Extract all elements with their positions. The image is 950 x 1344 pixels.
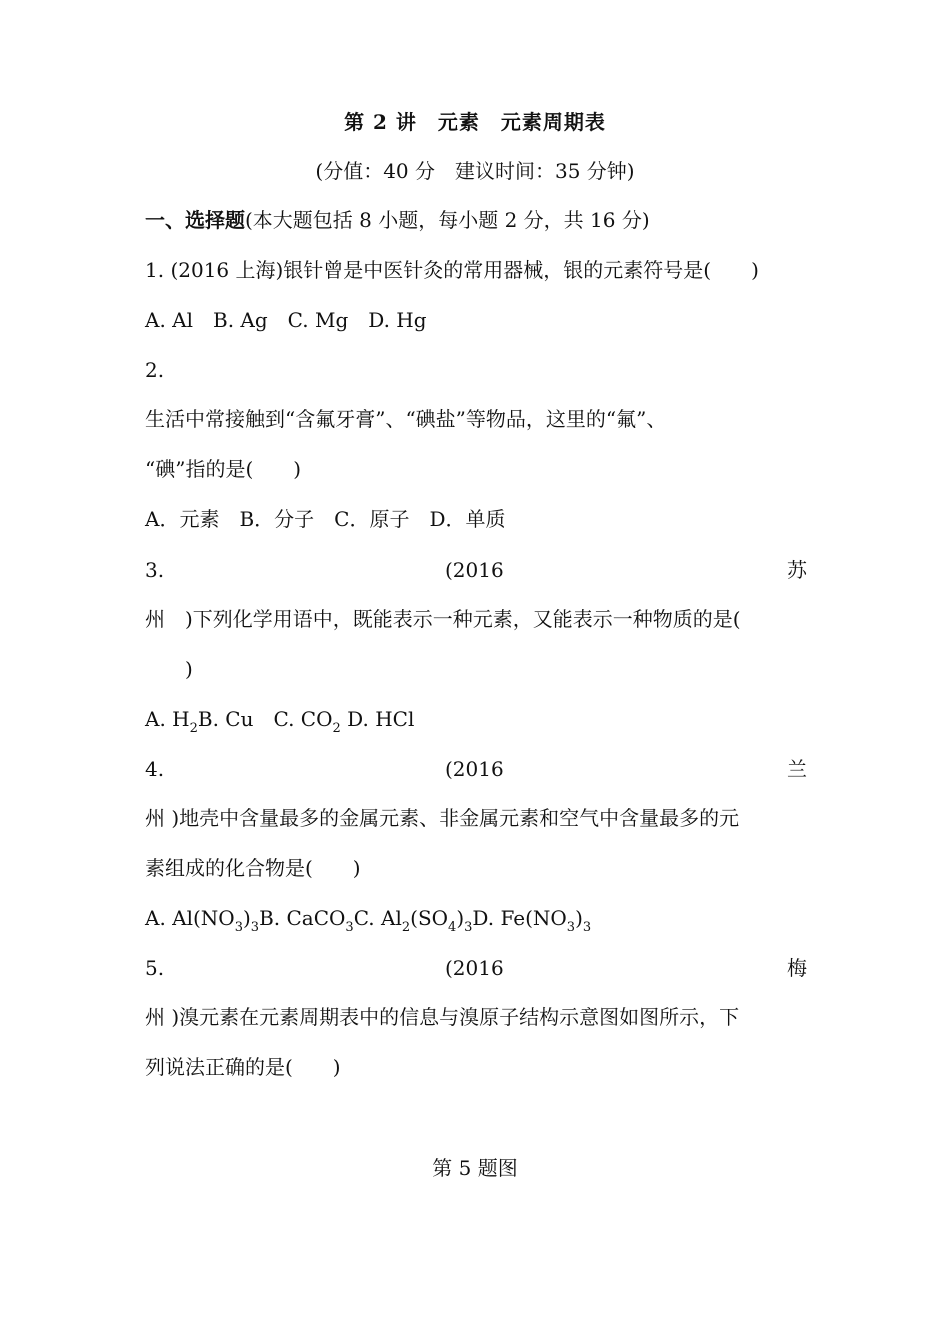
section-heading-rest: (本大题包括 8 小题，每小题 2 分，共 16 分) <box>245 208 650 232</box>
question-3-option-b: B. Cu <box>197 707 254 731</box>
question-3-options <box>145 704 414 734</box>
question-1-stem: 1. (2016 上海)银针曾是中医针灸的常用器械，银的元素符号是( ) <box>145 258 759 282</box>
question-3-number: 3. <box>145 558 165 582</box>
question-3-option-a: A. H <box>145 707 190 731</box>
question-5-line-3: 列说法正确的是( ) <box>145 1055 341 1079</box>
question-3-year: (2016 <box>445 558 504 582</box>
section-heading-prefix: 一、选择题 <box>145 208 245 232</box>
question-4-options <box>145 903 591 933</box>
question-2-line-1: 生活中常接触到“含氟牙膏”、“碘盐”等物品，这里的“氟”、 <box>145 407 667 431</box>
question-4-place: 兰 <box>787 757 807 781</box>
question-4-number: 4. <box>145 757 165 781</box>
question-3-option-c: C. CO <box>273 707 333 731</box>
question-4-option-b: B. CaCO$_3$ <box>259 906 354 935</box>
question-4-option-c: C. $Al_2(SO_4)_3$ <box>353 906 473 935</box>
figure-caption: 第 5 题图 <box>432 1156 518 1180</box>
question-4-option-d: D. $Fe(NO_3)_3$ <box>472 906 592 935</box>
question-5-number: 5. <box>145 956 165 980</box>
question-2-line-2: “碘”指的是( ) <box>145 457 302 481</box>
question-3-option-c-subscript: 2 <box>332 721 341 736</box>
question-3-option-d: D. HCl <box>347 707 415 731</box>
question-4-year: (2016 <box>445 757 504 781</box>
question-3-line-2: 州 )下列化学用语中，既能表示一种元素，又能表示一种物质的是( <box>145 607 741 631</box>
question-5-line-2: 州 )溴元素在元素周期表中的信息与溴原子结构示意图如图所示，下 <box>145 1005 740 1029</box>
question-2-options: A．元素 B．分子 C．原子 D．单质 <box>145 507 506 531</box>
question-3-option-a-subscript: 2 <box>189 721 198 736</box>
section-heading <box>145 205 650 235</box>
question-4-line-3: 素组成的化合物是( ) <box>145 856 361 880</box>
question-2-number: 2. <box>145 358 165 382</box>
page-subtitle: (分值：40 分 建议时间：35 分钟) <box>315 159 635 183</box>
question-4-line-2: 州 )地壳中含量最多的金属元素、非金属元素和空气中含量最多的元 <box>145 806 740 830</box>
question-1-options: A. Al B. Ag C. Mg D. Hg <box>145 308 427 332</box>
question-4-option-a: A. $Al(NO_3)_3$ <box>145 906 260 935</box>
question-3-line-3: ) <box>145 657 193 681</box>
question-5-year: (2016 <box>445 956 504 980</box>
page-title: 第 2 讲 元素 元素周期表 <box>344 110 606 134</box>
question-5-place: 梅 <box>787 956 807 980</box>
question-3-place: 苏 <box>787 558 807 582</box>
